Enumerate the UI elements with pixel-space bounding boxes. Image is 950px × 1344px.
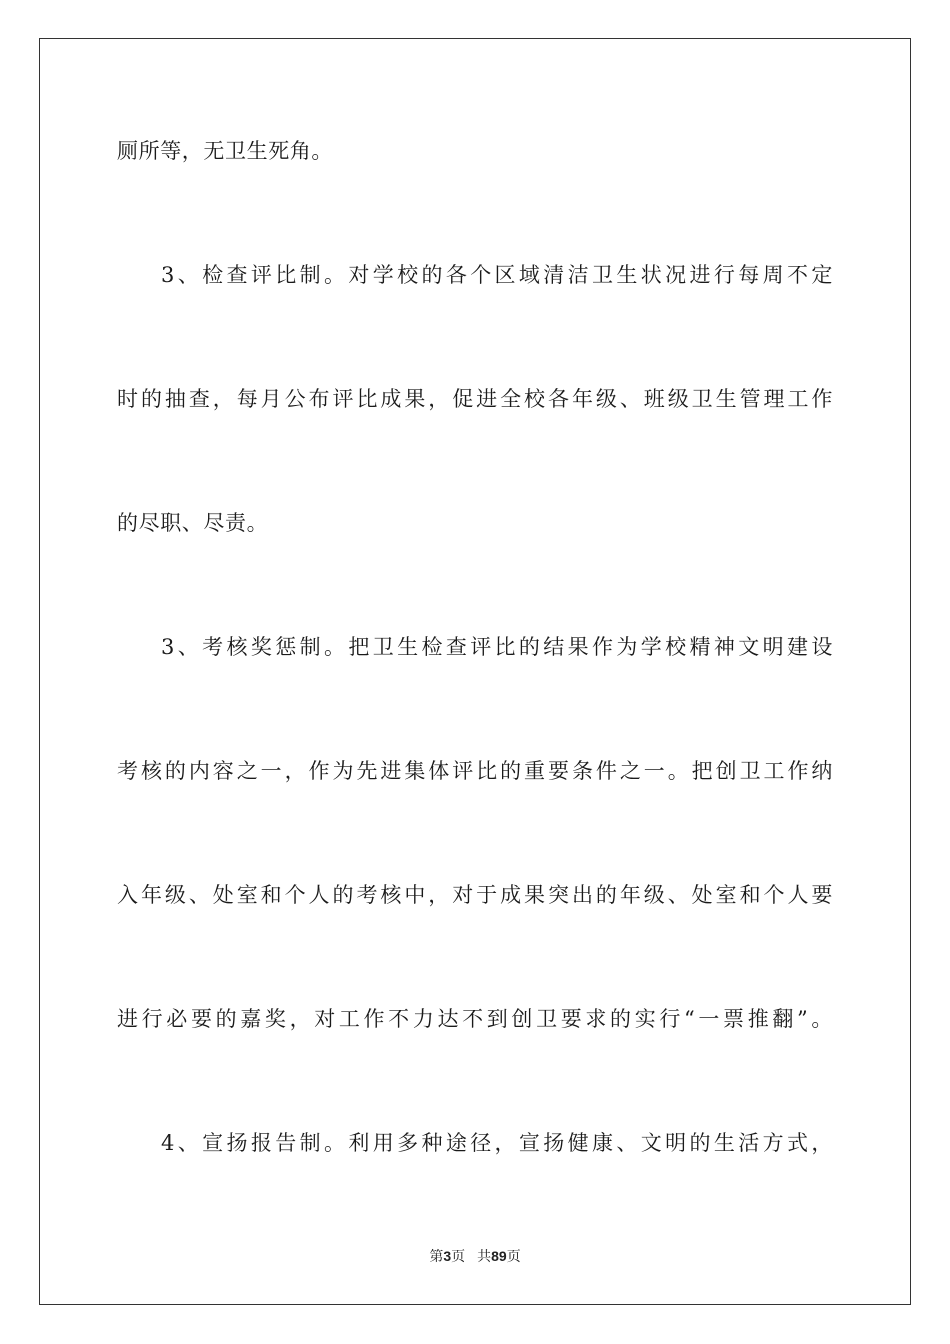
page-frame bbox=[39, 38, 911, 1305]
total-pages: 89 bbox=[491, 1248, 507, 1264]
paragraph-line-1: 厕所等，无卫生死角。 bbox=[117, 139, 333, 163]
paragraph-line-5: 3、考核奖惩制。把卫生检查评比的结果作为学校精神文明建设 bbox=[161, 635, 833, 659]
paragraph-line-4: 的尽职、尽责。 bbox=[117, 511, 269, 535]
paragraph-line-9: 4、宣扬报告制。利用多种途径，宣扬健康、文明的生活方式， bbox=[161, 1131, 833, 1155]
paragraph-line-2: 3、检查评比制。对学校的各个区域清洁卫生状况进行每周不定 bbox=[161, 263, 833, 287]
total-suffix: 页 bbox=[506, 1249, 521, 1265]
page-footer bbox=[0, 1246, 950, 1267]
paragraph-line-3: 时的抽查，每月公布评比成果，促进全校各年级、班级卫生管理工作 bbox=[117, 387, 833, 411]
page-prefix: 第 bbox=[429, 1249, 444, 1265]
paragraph-line-6: 考核的内容之一，作为先进集体评比的重要条件之一。把创卫工作纳 bbox=[117, 759, 833, 783]
total-prefix: 共 bbox=[477, 1249, 492, 1265]
paragraph-line-7: 入年级、处室和个人的考核中，对于成果突出的年级、处室和个人要 bbox=[117, 883, 833, 907]
paragraph-line-8: 进行必要的嘉奖，对工作不力达不到创卫要求的实行“一票推翻”。 bbox=[117, 1007, 833, 1031]
page-suffix: 页 bbox=[451, 1249, 466, 1265]
page-number: 3 bbox=[443, 1248, 452, 1264]
